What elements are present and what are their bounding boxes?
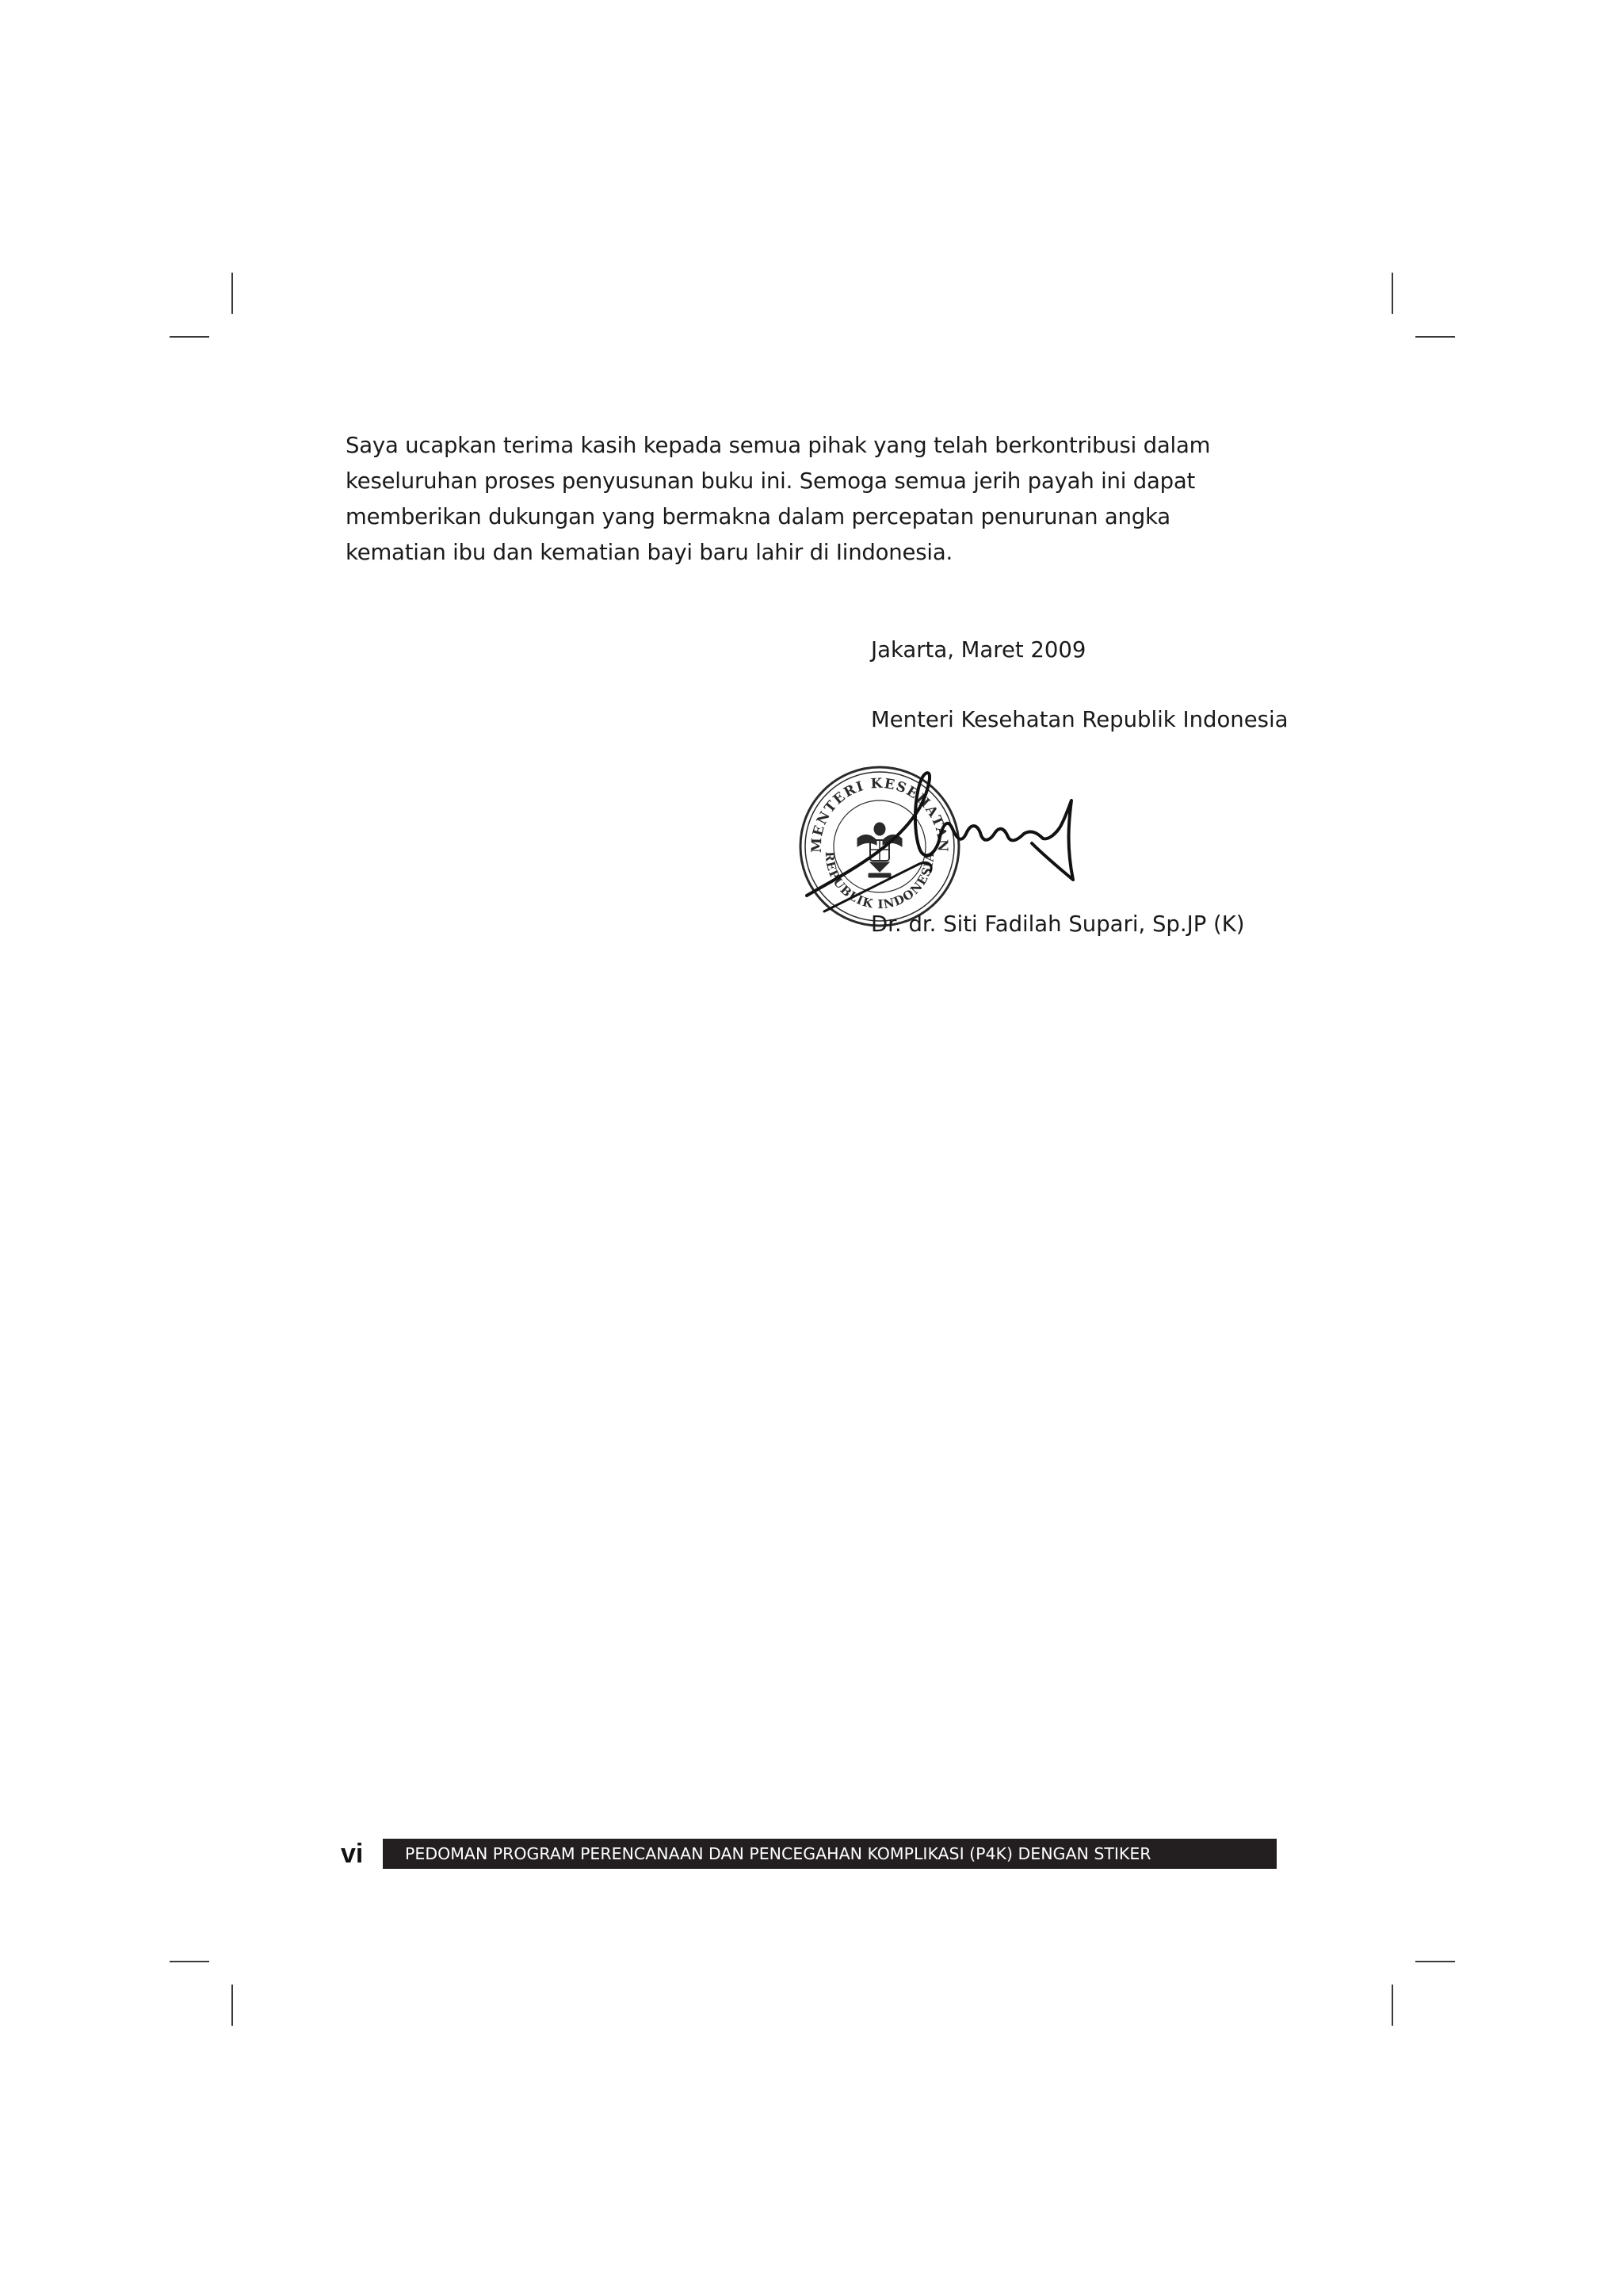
crop-mark-top-left-horizontal: [170, 336, 209, 338]
page-number: vi: [341, 1839, 364, 1869]
crop-mark-bottom-left-horizontal: [170, 1961, 209, 1962]
signatory-position: Menteri Kesehatan Republik Indonesia: [871, 707, 1289, 732]
footer-title-band: [383, 1839, 1277, 1869]
closing-paragraph: Saya ucapkan terima kasih kepada semua pihak yang telah berkontribusi dalam keseluruhan proses penyusunan buku ini. Semoga semua jerih payah ini dapat memberikan dukungan yang bermakna dalam percepatan penurunan angka kematian ibu dan kematian bayi baru lahir di Iindonesia.: [346, 433, 1211, 565]
page-footer: [341, 1837, 1277, 1870]
seal-top-text: MENTERI KESEHATAN: [808, 775, 951, 854]
signatory-name: Dr. dr. Siti Fadilah Supari, Sp.JP (K): [871, 911, 1245, 937]
crop-mark-top-right-vertical: [1392, 273, 1393, 314]
book-title: PEDOMAN PROGRAM PERENCANAAN DAN PENCEGAHAN KOMPLIKASI (P4K) DENGAN STIKER: [405, 1844, 1151, 1863]
crop-mark-bottom-right-vertical: [1392, 1985, 1393, 2026]
crop-mark-top-left-vertical: [231, 273, 233, 314]
crop-mark-top-right-horizontal: [1415, 336, 1455, 338]
crop-mark-bottom-left-vertical: [231, 1985, 233, 2026]
crop-mark-bottom-right-horizontal: [1415, 1961, 1455, 1962]
place-date: Jakarta, Maret 2009: [871, 637, 1086, 663]
seal-bottom-text: REPUBLIK INDONESIA: [822, 850, 938, 912]
signature: [800, 761, 1133, 919]
